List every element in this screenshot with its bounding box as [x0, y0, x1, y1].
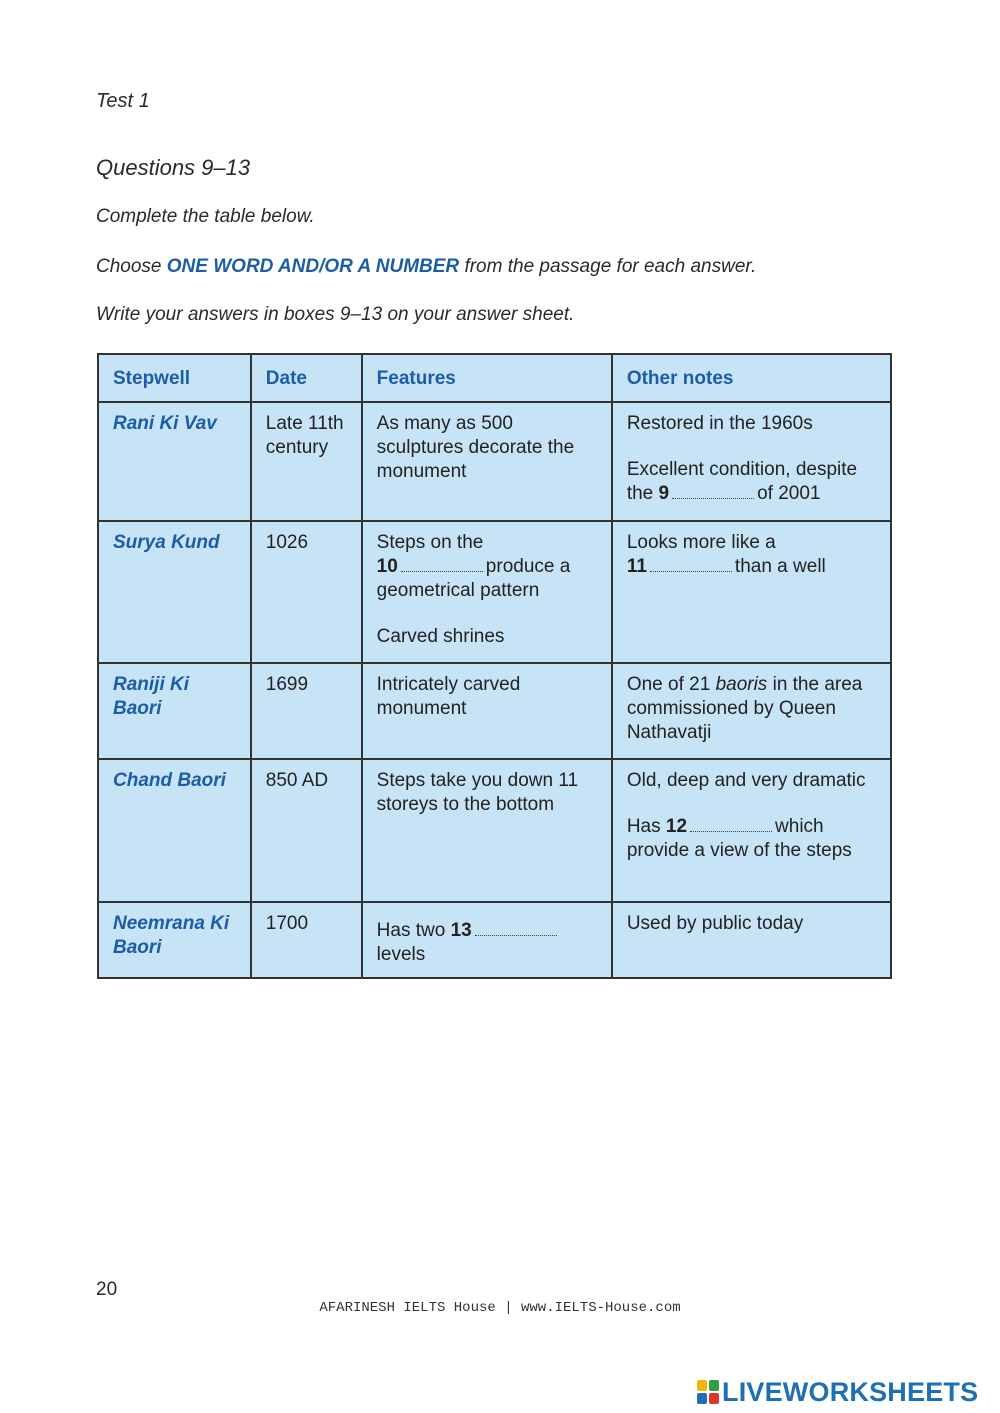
- table-header-row: [98, 354, 891, 402]
- notes-text: of 2001: [757, 483, 821, 504]
- stepwell-name: Chand Baori: [98, 759, 251, 902]
- stepwell-table: [97, 353, 892, 979]
- notes-line: Restored in the 1960s: [626, 413, 813, 434]
- answer-gap-13[interactable]: [475, 921, 557, 936]
- features-text: Steps on the: [376, 532, 484, 553]
- table-row: [98, 663, 891, 759]
- table-row: [98, 902, 891, 978]
- instruction-choose-after: from the passage for each answer.: [459, 256, 757, 277]
- liveworksheets-logo-icon: [697, 1380, 719, 1404]
- notes-cell: [612, 663, 891, 759]
- question-number: 12: [665, 816, 688, 837]
- notes-line: [627, 458, 876, 506]
- instruction-write: Write your answers in boxes 9–13 on your answer sheet.: [96, 304, 575, 325]
- features-line: Carved shrines: [376, 626, 505, 647]
- word-limit-emphasis: ONE WORD AND/OR A NUMBER: [166, 256, 460, 277]
- date-cell: 1026: [251, 521, 362, 663]
- instruction-choose-before: Choose: [96, 256, 167, 277]
- features-text: Has two: [376, 920, 451, 941]
- table-row: [98, 521, 891, 663]
- header-stepwell: Stepwell: [98, 354, 251, 402]
- notes-cell: [612, 402, 891, 521]
- answer-gap-12[interactable]: [690, 817, 772, 832]
- stepwell-name: Neemrana Ki Baori: [98, 902, 251, 978]
- instruction-complete: Complete the table below.: [96, 206, 315, 227]
- instruction-choose: [96, 256, 756, 278]
- header-other-notes: Other notes: [612, 354, 891, 402]
- questions-heading: Questions 9–13: [96, 155, 251, 180]
- answer-gap-11[interactable]: [650, 557, 732, 572]
- date-cell: 850 AD: [251, 759, 362, 902]
- notes-cell: Used by public today: [612, 902, 891, 978]
- notes-cell: [612, 521, 891, 663]
- question-number: 11: [626, 556, 647, 577]
- question-number: 10: [376, 556, 398, 577]
- answer-gap-10[interactable]: [401, 557, 483, 572]
- notes-text: which provide a view of the steps: [626, 816, 852, 861]
- notes-text: Excellent condition, despite the: [626, 459, 858, 504]
- features-cell: Steps take you down 11 storeys to the bottom: [362, 759, 612, 902]
- footer-credit: AFARINESH IELTS House | www.IELTS-House.com: [319, 1300, 681, 1316]
- features-text: produce a geometrical pattern: [376, 556, 571, 601]
- liveworksheets-brand: [697, 1376, 978, 1408]
- notes-text: One of 21: [626, 674, 716, 695]
- features-line: [377, 531, 597, 603]
- page-number: 20: [96, 1279, 118, 1300]
- header-features: Features: [362, 354, 612, 402]
- question-number: 13: [450, 920, 472, 941]
- features-cell: As many as 500 sculptures decorate the monument: [362, 402, 612, 521]
- notes-line: [627, 815, 876, 863]
- features-cell: Intricately carved monument: [362, 663, 612, 759]
- date-cell: Late 11th century: [251, 402, 362, 521]
- features-cell: [362, 902, 612, 978]
- features-text: levels: [376, 944, 426, 965]
- features-cell: [362, 521, 612, 663]
- question-number: 9: [658, 483, 670, 504]
- liveworksheets-wordmark: LIVEWORKSHEETS: [722, 1376, 979, 1407]
- test-label: Test 1: [96, 90, 150, 112]
- notes-text: Has: [626, 816, 666, 837]
- answer-gap-9[interactable]: [672, 484, 754, 499]
- date-cell: 1700: [251, 902, 362, 978]
- stepwell-name: Rani Ki Vav: [98, 402, 251, 521]
- date-cell: 1699: [251, 663, 362, 759]
- table-row: [98, 759, 891, 902]
- stepwell-name: Surya Kund: [98, 521, 251, 663]
- notes-text: in the area commissioned by Queen Nathavatji: [626, 674, 863, 743]
- notes-italic: baoris: [715, 674, 768, 695]
- header-date: Date: [251, 354, 362, 402]
- notes-cell: [612, 759, 891, 902]
- notes-line: Old, deep and very dramatic: [626, 770, 866, 791]
- notes-text: than a well: [734, 556, 826, 577]
- notes-text: Looks more like a: [626, 532, 776, 553]
- stepwell-name: Raniji Ki Baori: [98, 663, 251, 759]
- table-row: [98, 402, 891, 521]
